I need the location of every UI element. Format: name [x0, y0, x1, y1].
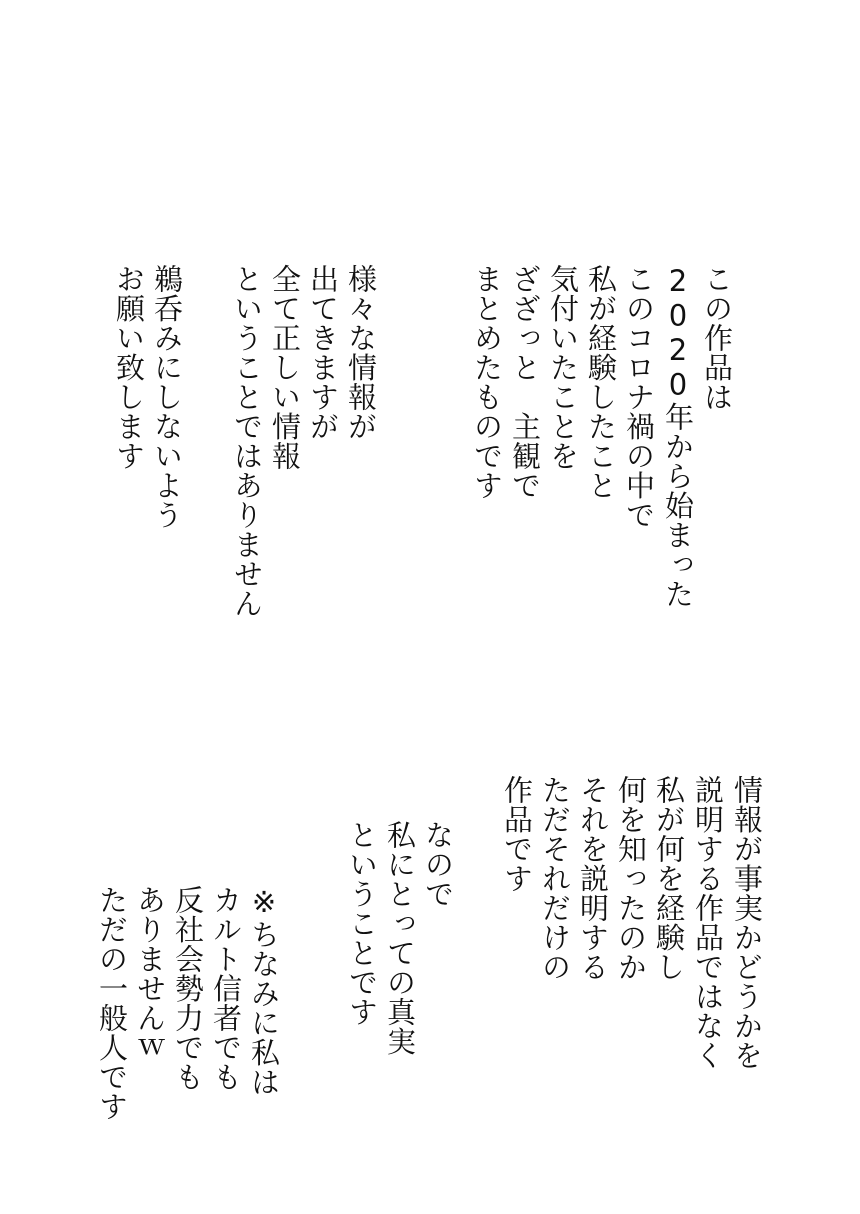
text-line: ということです: [345, 820, 379, 1027]
text-line: ありませんｗ: [133, 885, 167, 1062]
text-line: なので: [421, 820, 455, 909]
text-block-request: [112, 264, 192, 564]
text-line: お願い致します: [112, 264, 146, 471]
text-line: 鵜呑みにしないよう: [150, 264, 184, 530]
text-line: 情報が事実かどうかを: [730, 775, 764, 1070]
text-block-intro: [470, 264, 740, 609]
text-line: ということではありません: [230, 264, 264, 618]
text-line: 気付いたことを: [546, 264, 580, 471]
text-line: 何を知ったのか: [614, 775, 648, 982]
text-line: ※ちなみに私は: [247, 885, 281, 1097]
text-line: それを説明する: [576, 775, 610, 982]
text-line: ただそれだけの: [538, 775, 572, 982]
text-line: 全て正しい情報: [268, 264, 302, 471]
text-line: 私が経験したこと: [584, 264, 618, 500]
text-block-disclaimer: [230, 264, 380, 618]
text-line: 2020年から始まった: [661, 264, 695, 609]
text-line: 様々な情報が: [344, 264, 378, 441]
text-block-truth: [345, 820, 460, 1080]
text-block-explanation: [500, 775, 770, 1075]
text-line: ただの一般人です: [95, 885, 129, 1121]
text-line: カルト信者でも: [209, 885, 243, 1092]
text-line: 私にとっての真実: [383, 820, 417, 1056]
text-line: 出てきますが: [306, 264, 340, 441]
text-line: このコロナ禍の中で: [622, 264, 656, 530]
text-line: まとめたものです: [470, 264, 504, 500]
text-block-note: [95, 885, 285, 1145]
text-line: この作品は: [700, 264, 734, 412]
text-line: 作品です: [500, 775, 534, 893]
text-line: 私が何を経験し: [652, 775, 686, 982]
text-line: 反社会勢力でも: [171, 885, 205, 1092]
text-line: 説明する作品ではなく: [691, 775, 725, 1070]
text-line: ざざっと 主観で: [508, 264, 542, 500]
